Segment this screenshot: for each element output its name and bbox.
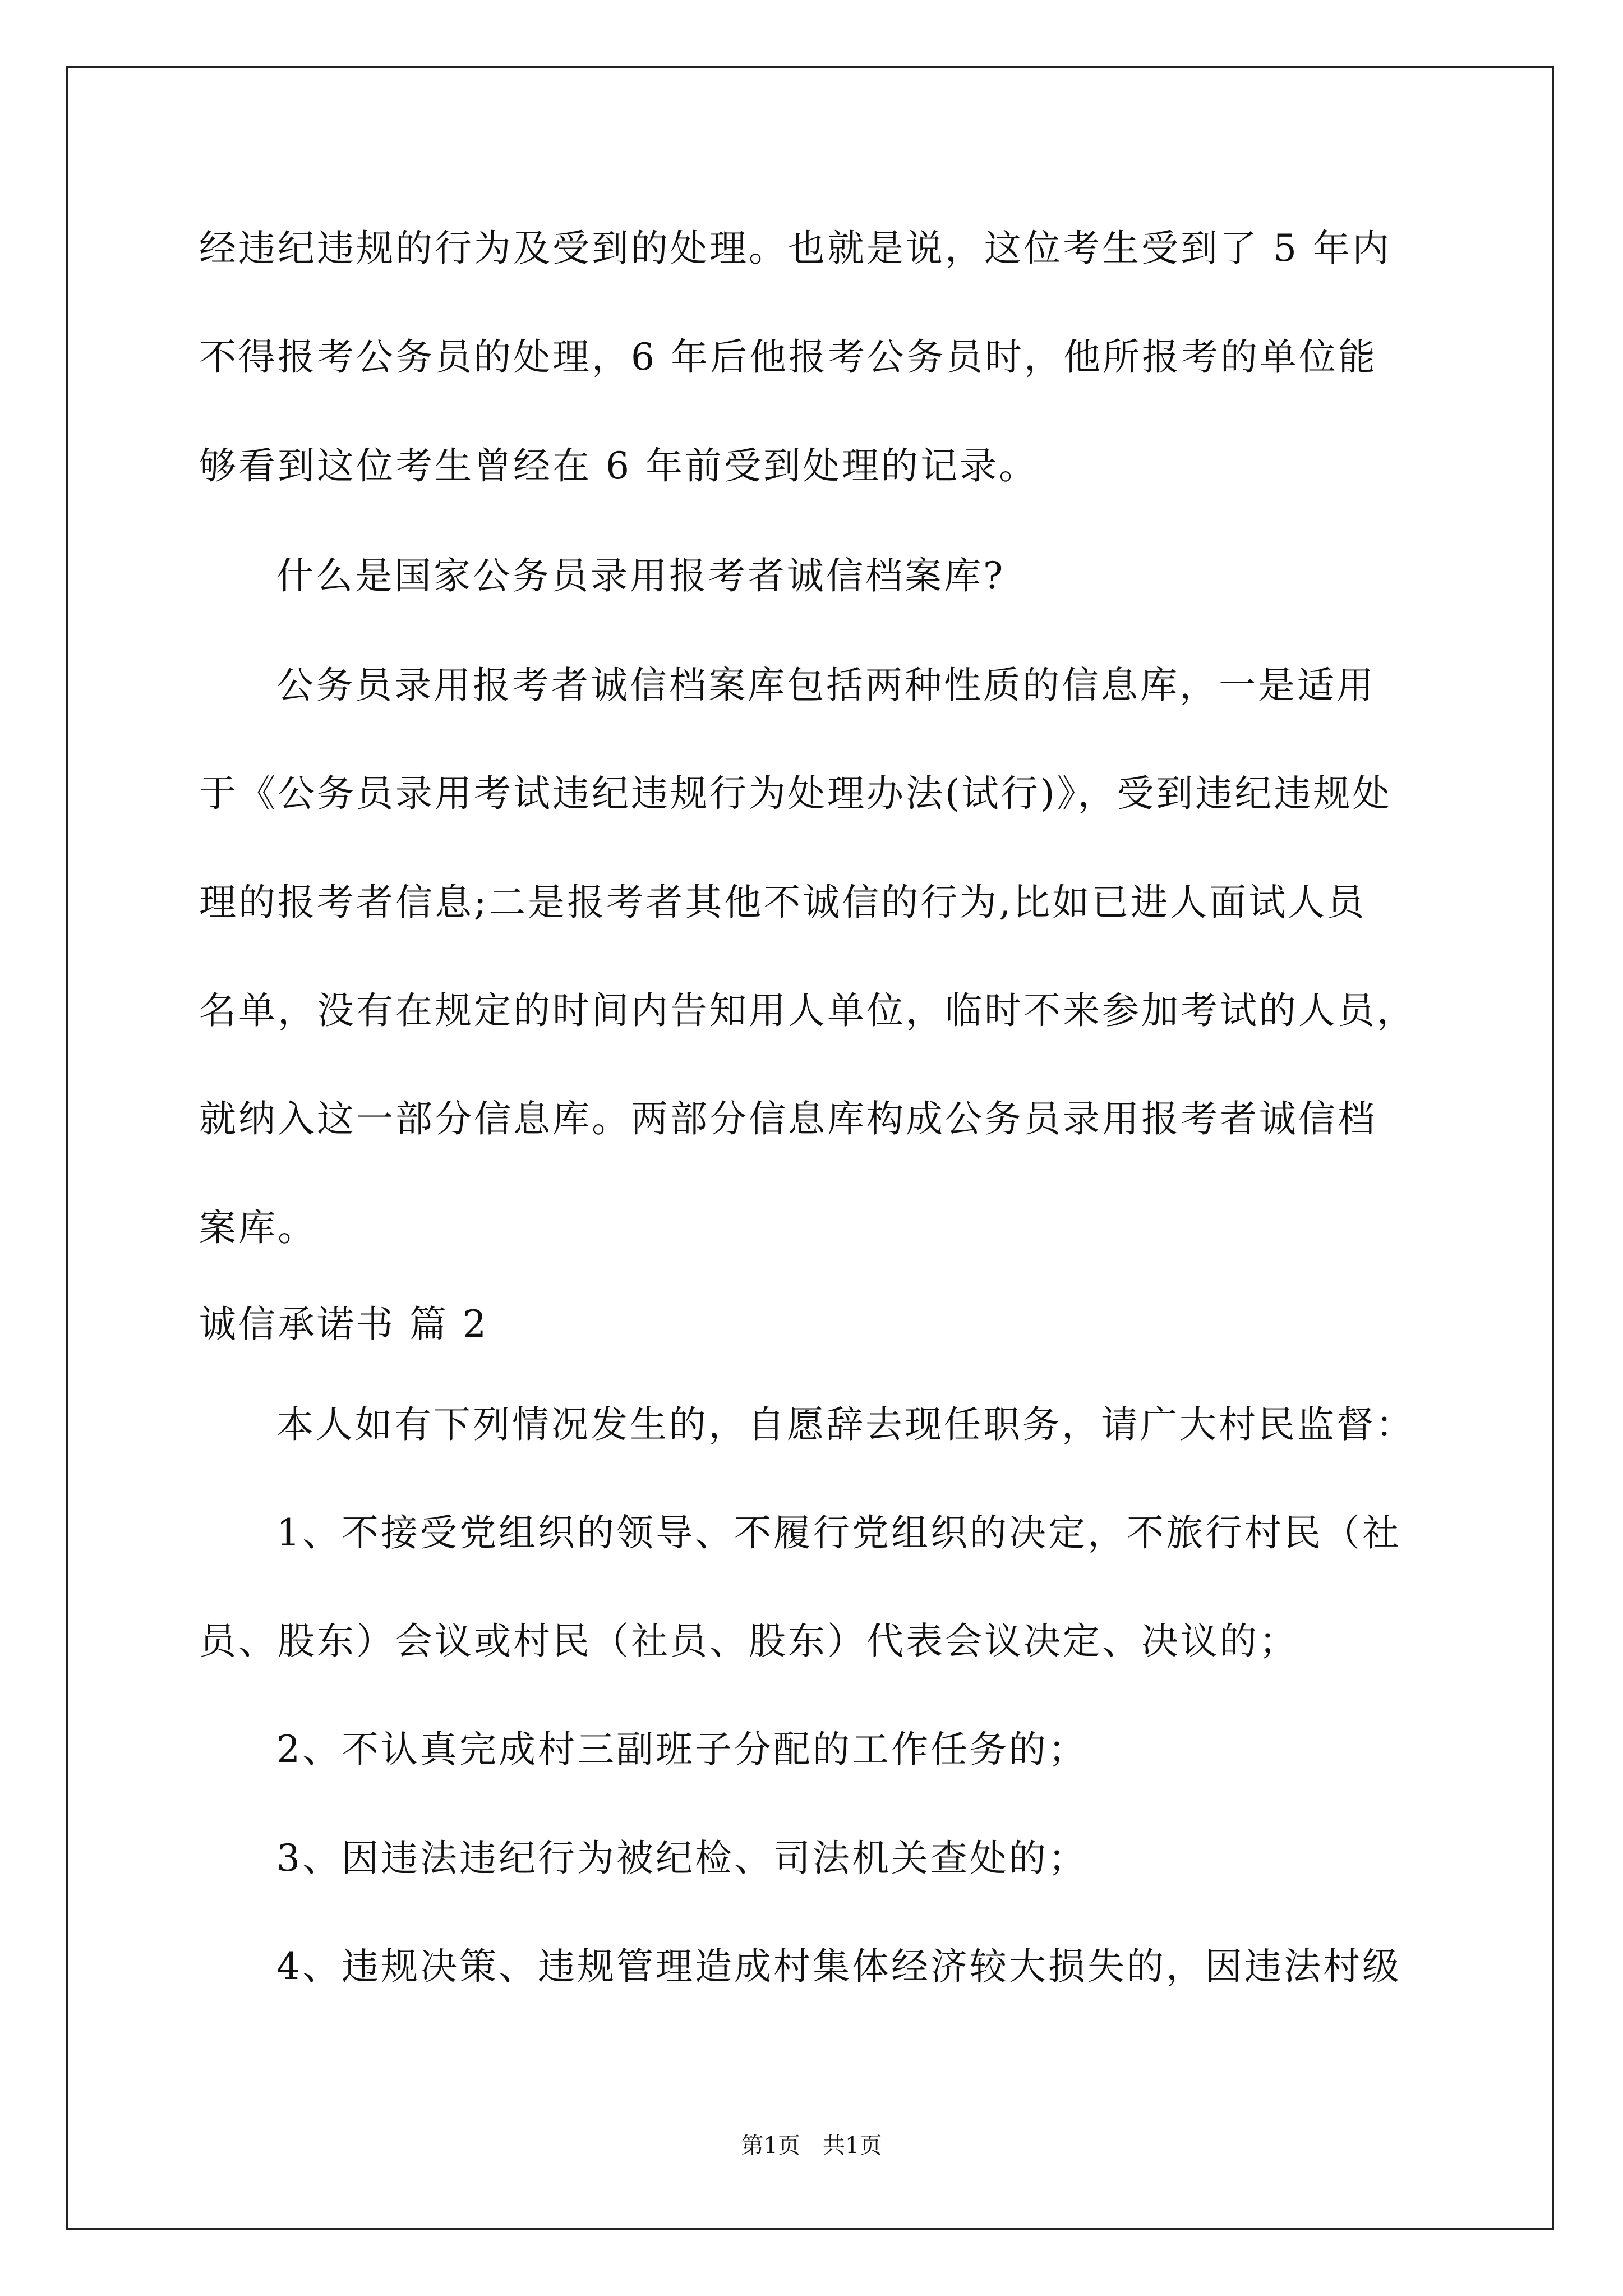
- text-line: 理的报考者信息;二是报考者其他不诚信的行为,比如已进人面试人员: [199, 881, 1367, 924]
- text-line: 名单，没有在规定的时间内告知用人单位，临时不来参加考试的人员，: [199, 989, 1416, 1032]
- question-line: 什么是国家公务员录用报考者诚信档案库?: [276, 554, 1006, 597]
- text-line: 就纳入这一部分信息库。两部分信息库构成公务员录用报考者诚信档: [199, 1097, 1377, 1140]
- page-number: 第1页 共1页: [741, 2133, 882, 2159]
- list-item: 4、违规决策、违规管理造成村集体经济较大损失的，因违法村级: [276, 1945, 1401, 1988]
- text-line: 本人如有下列情况发生的，自愿辞去现任职务，请广大村民监督：: [276, 1403, 1415, 1446]
- text-line: 案库。: [199, 1206, 317, 1249]
- text-line: 够看到这位考生曾经在 6 年前受到处理的记录。: [199, 444, 1038, 487]
- section-heading: 诚信承诺书 篇 2: [199, 1303, 488, 1346]
- list-item: 1、不接受党组织的领导、不履行党组织的决定，不旅行村民（社: [276, 1511, 1401, 1554]
- text-line: 公务员录用报考者诚信档案库包括两种性质的信息库，一是适用: [276, 664, 1376, 707]
- text-line: 于《公务员录用考试违纪违规行为处理办法(试行)》，受到违纪违规处: [199, 772, 1392, 815]
- page-border: [66, 66, 1554, 2230]
- list-item: 2、不认真完成村三副班子分配的工作任务的；: [276, 1728, 1087, 1771]
- text-line: 经违纪违规的行为及受到的处理。也就是说，这位考生受到了 5 年内: [199, 227, 1391, 270]
- list-item: 3、因违法违纪行为被纪检、司法机关查处的；: [276, 1837, 1087, 1880]
- text-line: 员、股东）会议或村民（社员、股东）代表会议决定、决议的；: [199, 1619, 1298, 1663]
- text-line: 不得报考公务员的处理，6 年后他报考公务员时，他所报考的单位能: [199, 335, 1377, 379]
